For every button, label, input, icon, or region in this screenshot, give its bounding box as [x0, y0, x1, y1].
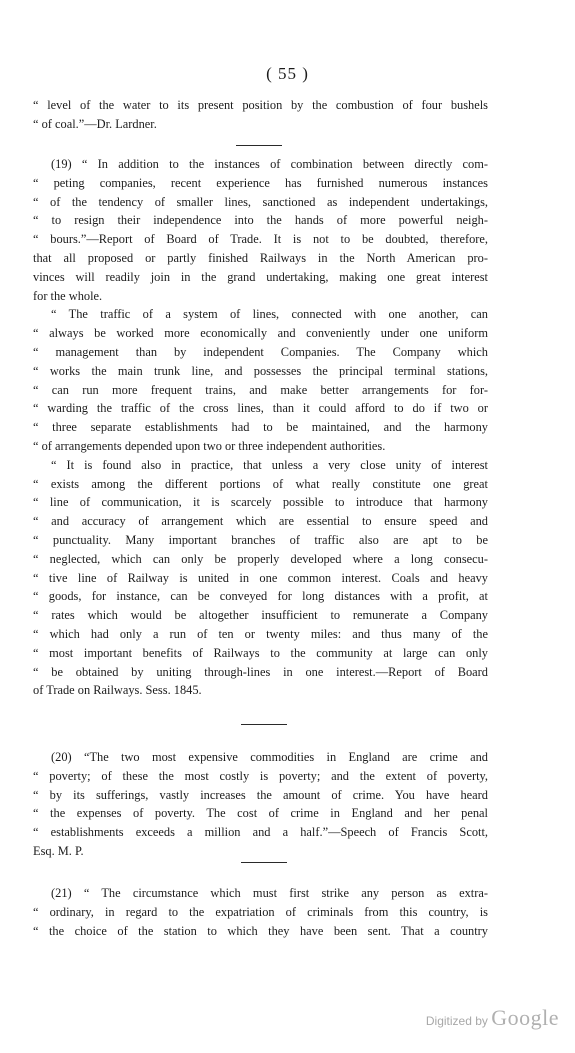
note-21 — [33, 884, 488, 940]
text-line: “ can run more frequent trains, and make better arrangements for for- — [33, 382, 488, 397]
text-line: “ be obtained by uniting through-lines in one interest.—Report of Board — [33, 664, 488, 679]
text-line: “ three separate establishments had to be maintained, and the harmony — [33, 420, 488, 435]
text-line: “ poverty; of these the most costly is poverty; and the extent of poverty, — [33, 768, 488, 783]
text-line: “ It is found also in practice, that unless a very close unity of interest — [51, 457, 488, 472]
text-line: “ by its sufferings, vastly increases the amount of crime. You have heard — [33, 787, 488, 802]
text-line: “ works the main trunk line, and possesses the principal terminal stations, — [33, 363, 488, 378]
text-line: “ rates which would be altogether insufficient to remunerate a Company — [33, 608, 488, 623]
text-line: “ to resign their independence into the hands of more powerful neigh- — [33, 213, 488, 228]
text-line: (20) “The two most expensive commodities in England are crime and — [51, 750, 488, 764]
text-line: “ warding the traffic of the cross lines, than it could afford to do if two or — [33, 401, 488, 416]
text-line: “ bours.”—Report of Board of Trade. It is not to be doubted, therefore, — [33, 232, 488, 247]
text-line: of Trade on Railways. Sess. 1845. — [33, 683, 202, 698]
digitized-by-google-watermark — [426, 1005, 559, 1031]
text-line: “ peting companies, recent experience has furnished numerous instances — [33, 175, 488, 190]
text-line: “ and accuracy of arrangement which are essential to ensure speed and — [33, 514, 488, 529]
page-number: ( 55 ) — [266, 64, 309, 83]
text-line: (21) “ The circumstance which must first strike any person as extra- — [51, 886, 488, 900]
text-line: “ level of the water to its present position by the combustion of four bushels — [33, 98, 488, 112]
text-line: “ tive line of Railway is united in one common interest. Coals and heavy — [33, 570, 488, 585]
text-line: “ which had only a run of ten or twenty miles: and thus many of the — [33, 626, 488, 641]
text-line: vinces will readily join in the grand undertaking, making one great interest — [33, 269, 488, 284]
text-line: “ establishments exceeds a million and a half.”—Speech of Francis Scott, — [33, 825, 488, 840]
text-line: “ always be worked more economically and conveniently under one uniform — [33, 326, 488, 341]
text-line: “ line of communication, it is scarcely possible to introduce that harmony — [33, 495, 488, 510]
text-line: “ the expenses of poverty. The cost of crime in England and her penal — [33, 806, 488, 821]
text-line: “ exists among the different portions of what really constitute one great — [33, 476, 488, 491]
text-line: “ of arrangements depended upon two or three independent authorities. — [33, 438, 386, 453]
google-logo: Google — [491, 1005, 559, 1030]
text-line: “ neglected, which can only be properly developed where a long consecu- — [33, 551, 488, 566]
text-line: that all proposed or partly finished Railways in the North American pro- — [33, 250, 488, 265]
text-line: “ punctuality. Many important branches of traffic also are apt to be — [33, 532, 488, 547]
note-19 — [33, 155, 488, 700]
text-line: “ goods, for instance, can be conveyed for long distances with a profit, at — [33, 589, 488, 604]
text-line: “ the choice of the station to which they have been sent. That a country — [33, 923, 488, 938]
paragraph-continuation — [33, 96, 488, 134]
note-20 — [33, 748, 488, 861]
text-line: Esq. M. P. — [33, 843, 84, 858]
text-line: “ ordinary, in regard to the expatriation of criminals from this country, is — [33, 904, 488, 919]
text-line: “ The traffic of a system of lines, connected with one another, can — [51, 307, 488, 322]
text-line: “ of coal.”—Dr. Lardner. — [33, 116, 157, 131]
text-line: “ of the tendency of smaller lines, sanctioned as independent undertakings, — [33, 194, 488, 209]
text-line: (19) “ In addition to the instances of combination between directly com- — [51, 157, 488, 171]
watermark-prefix: Digitized by — [425, 1014, 488, 1028]
text-line: for the whole. — [33, 288, 103, 303]
text-line: “ most important benefits of Railways to the community at large can only — [33, 645, 488, 660]
section-divider — [241, 862, 287, 863]
section-divider — [241, 724, 287, 725]
text-line: “ management than by independent Companies. The Company which — [33, 344, 488, 359]
section-divider — [236, 145, 282, 146]
